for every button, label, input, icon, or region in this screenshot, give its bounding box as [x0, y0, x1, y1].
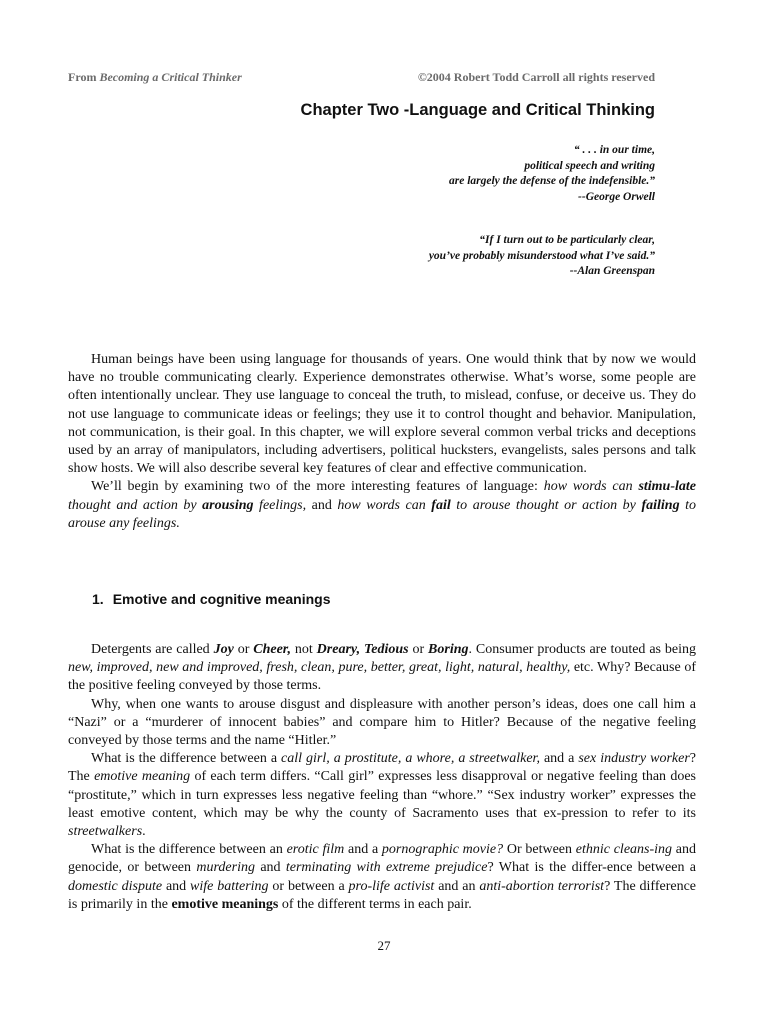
section-paragraph-1 [68, 641, 696, 696]
text-run: We’ll begin by examining two of the more interesting features of language: [91, 479, 544, 495]
intro-text [68, 351, 696, 533]
text-run: Detergents are called [91, 642, 214, 657]
italic-run: thought and action by [68, 497, 203, 513]
epigraph-line: political speech and writing [524, 159, 655, 172]
section-paragraph-3 [68, 750, 696, 841]
text-run: of each term differs. “Call girl” expresses less disapproval or negative feeling than does “prostitute,” which in turn expresses less negative feeling than “whore.” “Sex industry worker” expresses the least emotive content, which may be why the county of Sacramento uses that ex-pression to refer to its [68, 769, 697, 821]
italic-run: pornographic movie? [381, 842, 504, 858]
text-run: etc. Why? Because of the positive feeling conveyed by those terms. [68, 660, 697, 694]
italic-run: terminating with extreme prejudice [285, 860, 488, 876]
bold-italic-run: Boring [428, 642, 469, 657]
epigraph-line: are largely the defense of the indefensible.” [448, 175, 655, 187]
italic-run: how words can [543, 479, 639, 495]
section-paragraph-2: Why, when one wants to arouse disgust and displeasure with another person’s ideas, does one call him a “Nazi” or a “murderer of innocent babies” and compare him to Hitler? Because of the negative feeling conveyed by those terms and the name “Hitler.” [68, 696, 696, 749]
bold-italic-run: Dreary, Tedious [316, 642, 409, 657]
italic-run: feelings, [253, 497, 307, 513]
text-run: or between a [268, 878, 349, 894]
italic-run: ethnic cleans-ing [575, 842, 673, 858]
text-run: . Consumer products are touted as being [468, 642, 696, 657]
epigraph-attribution: --Alan Greenspan [569, 265, 655, 277]
epigraph-line: “ . . . in our time, [573, 144, 655, 156]
bold-italic-run: Cheer, [253, 642, 291, 657]
text-run: ? What is the differ-ence between a [487, 860, 696, 876]
intro-paragraph-2 [68, 478, 696, 533]
text-run: not [290, 642, 317, 657]
italic-run: streetwalkers [68, 824, 143, 840]
bold-italic-run: stimu-late [638, 479, 696, 495]
header-book-title: Becoming a Critical Thinker [99, 70, 242, 84]
italic-run: erotic film [286, 842, 345, 858]
text-run: and a [539, 751, 579, 767]
section-title: Emotive and cognitive meanings [112, 591, 331, 607]
italic-run: sex industry worker [578, 751, 690, 767]
epigraph-line: you’ve probably misunderstood what I’ve said.” [428, 249, 655, 262]
section-text [68, 641, 696, 914]
italic-run: pro-life activist [348, 878, 435, 894]
text-run: or [233, 642, 254, 657]
italic-run: to arouse any feelings. [68, 497, 697, 531]
text-run: and genocide, or between [68, 842, 697, 876]
text-run: and an [434, 878, 480, 894]
text-run: . [142, 824, 146, 840]
section-paragraph-4 [68, 841, 696, 914]
text-run: and [254, 860, 286, 876]
text-run: Or between [503, 842, 576, 858]
text-run: and [306, 497, 338, 513]
text-run: or [408, 642, 429, 657]
bold-run: emotive meanings [171, 896, 279, 912]
epigraph-greenspan [429, 233, 655, 280]
epigraph-attribution: --George Orwell [578, 190, 655, 203]
text-run: of the different terms in each pair. [278, 896, 472, 912]
bold-italic-run: failing [641, 497, 680, 513]
italic-run: how words can [337, 497, 432, 513]
intro-paragraph-1: Human beings have been using language for thousands of years. One would think that by now we would have no trouble communicating clearly. Experience demonstrates otherwise. What’s worse, some people are often intentionally unclear. They use language to conceal the truth, to mislead, confuse, or deceive us. They do not use language to communicate ideas or feelings; they use it to control thought and behavior. Manipulation, not communication, is their goal. In this chapter, we will explore several common verbal tricks and deceptions used by an array of manipulators, including advertisers, political hucksters, evangelists, sales persons and talk show hosts. We will also describe several key features of clear and effective communication. [68, 352, 696, 477]
italic-run: wife battering [190, 878, 269, 894]
italic-run: emotive meaning [94, 769, 191, 785]
running-header-source [68, 70, 242, 85]
bold-italic-run: fail [431, 497, 451, 513]
bold-italic-run: Joy [213, 642, 234, 657]
text-run: ? The difference is primarily in the [68, 878, 696, 912]
header-prefix: From [68, 70, 100, 84]
italic-run: to arouse thought or action by [450, 497, 642, 513]
chapter-title: Chapter Two -Language and Critical Thinking [300, 101, 655, 119]
section-number: 1. [92, 591, 104, 607]
epigraph-line: “If I turn out to be particularly clear, [479, 234, 655, 246]
text-run: ? The [68, 751, 696, 785]
text-run: and a [344, 842, 382, 858]
section-heading [92, 591, 331, 607]
page-number: 27 [377, 938, 391, 953]
epigraph-orwell [449, 143, 655, 205]
text-run: and [162, 878, 191, 894]
italic-run: call girl, a prostitute, a whore, a streetwalker, [281, 751, 540, 767]
italic-run: domestic dispute [68, 878, 163, 894]
text-run: What is the difference between an [91, 842, 287, 858]
bold-italic-run: arousing [202, 497, 254, 513]
text-run: What is the difference between a [91, 751, 282, 767]
italic-run: anti-abortion terrorist [479, 878, 605, 894]
running-header-copyright: ©2004 Robert Todd Carroll all rights reserved [417, 70, 655, 84]
italic-run: murdering [196, 860, 255, 876]
italic-run: new, improved, new and improved, fresh, clean, pure, better, great, light, natural, healthy, [68, 660, 571, 676]
